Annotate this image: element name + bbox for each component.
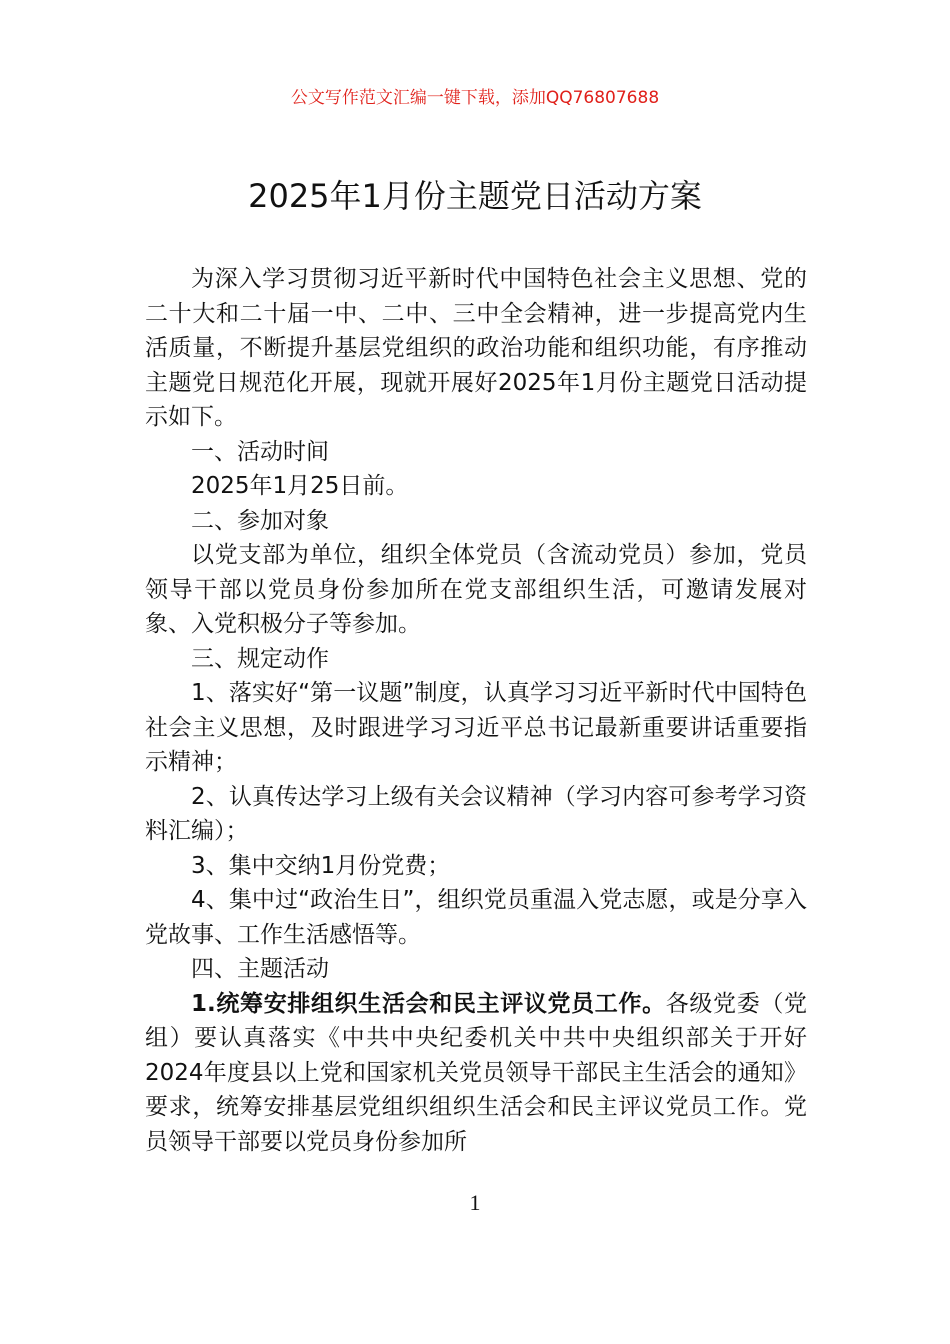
section-heading-time: 一、活动时间: [191, 438, 329, 465]
section-heading-theme-activities: 四、主题活动: [191, 956, 329, 982]
paragraph-theme-activity-1: [145, 987, 807, 1160]
section-heading-participants: 二、参加对象: [191, 507, 329, 534]
paragraph-intro: 为深入学习贯彻习近平新时代中国特色社会主义思想、党的二十大和二十届一中、二中、三中全会精神，进一步提高党内生活质量，不断提升基层党组织的政治功能和组织功能，有序推动主题党日规范化开展，现就开展好2025年1月份主题党日活动提示如下。: [145, 266, 807, 430]
list-item-action-2: 2、认真传达学习上级有关会议精神（学习内容可参考学习资料汇编）；: [145, 783, 807, 844]
paragraph-participants: 以党支部为单位，组织全体党员（含流动党员）参加，党员领导干部以党员身份参加所在党支部组织生活，可邀请发展对象、入党积极分子等参加。: [145, 542, 807, 637]
paragraph-text: 各级党委（党组）要认真落实《中共中央纪委机关中共中央组织部关于开好2024年度县以上党和国家机关党员领导干部民主生活会的通知》要求，统筹安排基层党组织组织生活会和民主评议党员工作。党员领导干部要以党员身份参加所: [145, 990, 808, 1155]
list-item-action-3: 3、集中交纳1月份党费；: [191, 852, 451, 879]
list-item-action-1: 1、落实好“第一议题”制度，认真学习习近平新时代中国特色社会主义思想，及时跟进学习习近平总书记最新重要讲话重要指示精神；: [145, 680, 807, 775]
section-heading-required-actions: 三、规定动作: [191, 645, 329, 672]
document-body: [145, 262, 807, 1159]
paragraph-lead-bold: 1.统筹安排组织生活会和民主评议党员工作。: [191, 990, 666, 1017]
paragraph-time: 2025年1月25日前。: [191, 473, 409, 499]
document-title: 2025年1月份主题党日活动方案: [248, 177, 702, 215]
page-number: 1: [469, 1190, 481, 1215]
watermark-header: 公文写作范文汇编一键下载，添加QQ76807688: [290, 88, 660, 108]
list-item-action-4: 4、集中过“政治生日”，组织党员重温入党志愿，或是分享入党故事、工作生活感悟等。: [145, 887, 807, 948]
